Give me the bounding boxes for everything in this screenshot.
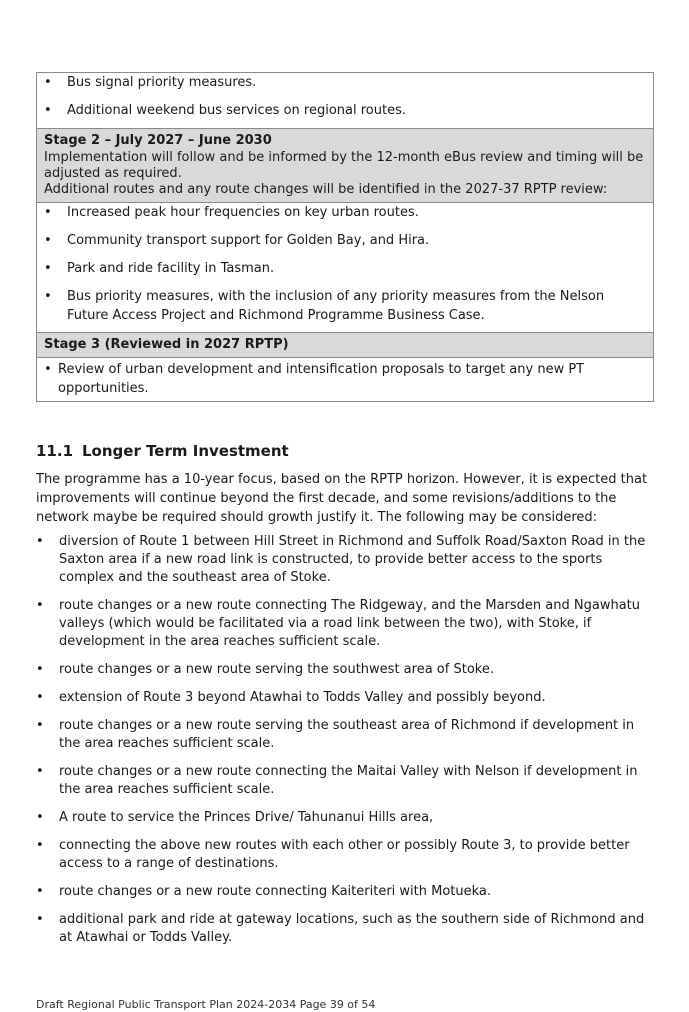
stage2-note: Implementation will follow and be informed by the 12-month eBus review and timing will be adjusted as required. [44, 150, 644, 181]
list-item: • connecting the above new routes with each other or possibly Route 3, to provide better access to a range of destinations. [36, 838, 630, 871]
bullet-icon: • [44, 362, 52, 377]
bullet-icon: • [36, 884, 44, 899]
bullet-icon: • [44, 75, 52, 90]
list-item: • route changes or a new route serving the southwest area of Stoke. [36, 662, 494, 677]
stage2-list [44, 203, 646, 325]
bullet-icon: • [44, 103, 52, 118]
bullet-icon: • [44, 233, 52, 248]
stage2-header [37, 128, 653, 202]
stage2-note: Additional routes and any route changes will be identified in the 2027-37 RPTP review: [44, 182, 608, 197]
bullet-icon: • [44, 289, 52, 304]
bullet-icon: • [36, 598, 44, 613]
list-item: • route changes or a new route connecting the Maitai Valley with Nelson if development in the area reaches sufficient scale. [36, 764, 638, 797]
list-item: • Bus signal priority measures. [44, 75, 257, 90]
page-footer: Draft Regional Public Transport Plan 2024-2034 Page 39 of 54 [36, 998, 376, 1011]
stage1-cell [37, 73, 653, 120]
list-item: • Community transport support for Golden Bay, and Hira. [44, 233, 430, 248]
section-title: Longer Term Investment [82, 442, 289, 460]
list-item: • extension of Route 3 beyond Atawhai to Todds Valley and possibly beyond. [36, 690, 546, 705]
bullet-icon: • [36, 810, 44, 825]
stage2-cell [37, 202, 653, 325]
list-item: • Park and ride facility in Tasman. [44, 261, 275, 276]
stage3-list [44, 360, 646, 398]
list-item: • route changes or a new route serving the southeast area of Richmond if development in the area reaches sufficient scale. [36, 718, 635, 751]
list-item: • additional park and ride at gateway locations, such as the southern side of Richmond and at Atawhai or Todds Valley. [36, 912, 645, 945]
list-item: • route changes or a new route connecting The Ridgeway, and the Marsden and Ngawhatu valleys (which would be facilitated via a road link between the two), with Stoke, if development in the area reaches sufficient scale. [36, 598, 640, 649]
list-item: • Review of urban development and intensification proposals to target any new PT opportunities. [44, 362, 585, 396]
bullet-icon: • [36, 662, 44, 677]
stage3-cell [37, 357, 653, 401]
bullet-icon: • [36, 718, 44, 733]
considerations-list [36, 533, 654, 957]
bullet-icon: • [44, 205, 52, 220]
bullet-icon: • [36, 690, 44, 705]
list-item: • Additional weekend bus services on regional routes. [44, 103, 406, 118]
bullet-icon: • [44, 261, 52, 276]
stage-table [36, 72, 654, 402]
list-item: • A route to service the Princes Drive/ Tahunanui Hills area, [36, 810, 434, 825]
stage1-list [44, 73, 646, 120]
bullet-icon: • [36, 912, 44, 927]
stage3-header [37, 332, 653, 357]
bullet-icon: • [36, 838, 44, 853]
bullet-icon: • [36, 764, 44, 779]
list-item: • route changes or a new route connecting Kaiteriteri with Motueka. [36, 884, 492, 899]
list-item: • Bus priority measures, with the inclusion of any priority measures from the Nelson Future Access Project and Richmond Programme Business Case. [44, 289, 605, 323]
stage3-title: Stage 3 (Reviewed in 2027 RPTP) [44, 337, 289, 352]
section-number: 11.1 [36, 442, 74, 460]
section-heading [36, 441, 289, 461]
list-item: • diversion of Route 1 between Hill Street in Richmond and Suffolk Road/Saxton Road in the Saxton area if a new road link is constructed, to provide better access to the sports complex and the southeast area of Stoke. [36, 534, 646, 585]
stage2-title: Stage 2 – July 2027 – June 2030 [44, 133, 272, 148]
list-item: • Increased peak hour frequencies on key urban routes. [44, 205, 419, 220]
bullet-icon: • [36, 534, 44, 549]
section-intro: The programme has a 10-year focus, based on the RPTP horizon. However, it is expected that improvements will continue beyond the first decade, and some revisions/additions to the network maybe be required should growth justify it. The following may be considered: [36, 472, 648, 525]
